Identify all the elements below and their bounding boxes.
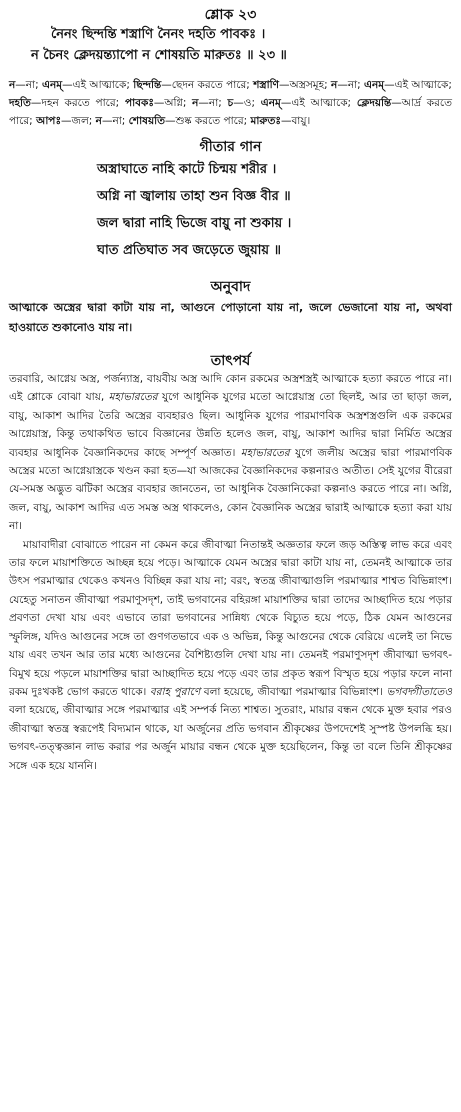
- synonym-term: ন: [331, 79, 338, 91]
- text-run: বলা হয়েছে, জীবাত্মা পরমাত্মার বিভিন্নাংশ।: [200, 685, 387, 698]
- synonym-term: এনম্: [41, 79, 63, 91]
- italic-title: মহাভারতের: [108, 391, 158, 404]
- synonym-meaning: না: [347, 79, 358, 91]
- verse-title: শ্লোক ২৩: [204, 7, 257, 23]
- synonym-meaning: আর্দ্র করতে পারে: [9, 97, 452, 127]
- synonym-term: এনম্: [364, 79, 385, 91]
- synonym-meaning: এই আত্মাকে: [72, 79, 127, 91]
- synonym-meaning: জল: [71, 115, 89, 127]
- purport-body: [9, 370, 452, 775]
- synonym-meaning: ও: [243, 97, 252, 109]
- verse-line: ন চৈনং ক্লেদয়ন্ত্যাপো ন শোষয়তি মারুতঃ ॥ ২৩ ॥: [31, 48, 287, 63]
- synonym-term: ন: [95, 115, 102, 127]
- text-run: তরবারি, আগ্নেয় অস্ত্র, পর্জন্যাস্ত্র, বায়বীয় অস্ত্র আদি কোন রকমের অস্ত্রশস্ত্রই আত্মাকে হত্যা করতে পারে না। এই শ্লোকে বোঝা যায়,: [9, 373, 452, 404]
- purport-paragraph: [9, 370, 452, 536]
- synonym-meaning: এই আত্মাকে: [291, 97, 348, 109]
- synonym-meaning: শুষ্ক করতে পারে: [175, 115, 244, 127]
- text-run: বলা হয়েছে, জীবাত্মার সঙ্গে পরমাত্মার এই সম্পর্ক নিত্য শাশ্বত। সুতরাং, মায়ার বন্ধন থেকে মুক্ত হবার পরও জীবাত্মা স্বতন্ত্র স্বরূপেই বিদ্যমান থাকে, যা অর্জুনের প্রতি ভগবান শ্রীকৃষ্ণের উপদেশেই সুস্পষ্ট উপলব্ধি হয়। ভগবৎ-তত্ত্বজ্ঞান লাভ করার পর অর্জুন মায়ার বন্ধন থেকে মুক্ত হয়েছিলেন, কিন্তু তা বলে তিনি শ্রীকৃষ্ণের সঙ্গে এক হয়ে যাননি।: [9, 704, 452, 772]
- song-line: অস্ত্রাঘাতে নাহি কাটে চিন্ময় শরীর ।: [97, 162, 277, 177]
- synonym-meaning: অস্ত্রসমূহ: [289, 79, 325, 91]
- translation-title: অনুবাদ: [210, 279, 251, 295]
- purport-paragraph: [9, 536, 452, 775]
- translation-text: আত্মাকে অস্ত্রের দ্বারা কাটা যায় না, আগুনে পোড়ানো যায় না, জলে ভেজানো যায় না, অথবা হাওয়াতে শুকানোও যায় না।: [9, 301, 452, 334]
- song-line: অগ্নি না জ্বালায় তাহা শুন বিজ্ঞ বীর ॥: [97, 189, 291, 204]
- synonym-meaning: দহন করতে পারে: [41, 97, 116, 109]
- synonym-term: এনম্: [260, 97, 281, 109]
- italic-title: মহাভারতের: [240, 446, 290, 459]
- synonym-term: চ: [227, 97, 234, 109]
- synonym-term: দহতি: [9, 97, 31, 109]
- synonym-meaning: বায়ু: [291, 115, 307, 127]
- synonym-meaning: না: [208, 97, 219, 109]
- text-run: যুগে আধুনিক যুগের মতো আগ্নেয়াস্ত্র তো ছিলই, আর তা ছাড়া জল, বায়ু, আকাশ আদির তৈরি অস্ত্রের ব্যবহারও ছিল। আধুনিক যুগের পারমাণবিক অস্ত্রশস্ত্রগুলি এক রকমের আগ্নেয়াস্ত্র, কিন্তু তথাকথিত ভাবে বিজ্ঞানের উন্নতি হলেও জল, বায়ু, আকাশ আদির দ্বারা নির্মিত অস্ত্রের ব্যবহার আধুনিক বৈজ্ঞানিকদের কাছে সম্পূর্ণ অজ্ঞাত।: [9, 391, 452, 459]
- song-line: ঘাত প্রতিঘাত সব জড়েতে জুয়ায় ॥: [97, 243, 281, 258]
- synonym-term: মারুতঃ: [250, 115, 281, 127]
- synonym-meaning: এই আত্মাকে: [394, 79, 449, 91]
- synonym-meaning: ছেদন করতে পারে: [171, 79, 247, 91]
- verse-line: নৈনং ছিন্দন্তি শস্ত্রাণি নৈনং দহতি পাবকঃ ।: [51, 27, 266, 42]
- purport-title: তাৎপর্য: [210, 353, 251, 369]
- synonym-term: ছিন্দন্তি: [133, 79, 162, 91]
- sanskrit-verse: [9, 24, 452, 66]
- song-verse: [9, 156, 452, 264]
- synonym-term: ন: [192, 97, 199, 109]
- synonym-meaning: অগ্নি: [164, 97, 183, 109]
- song-line: জল দ্বারা নাহি ভিজে বায়ু না শুকায় ।: [97, 216, 292, 231]
- italic-title: বরাহ পুরাণে: [149, 685, 201, 698]
- text-run: যুগে জলীয় অস্ত্রের দ্বারা পারমাণবিক অস্ত্রের মতো আগ্নেয়াস্ত্রকে খণ্ডন করা হত—যা আজকের বৈজ্ঞানিকদের কল্পনারও অতীত। সেই যুগের বীরেরা যে-সমস্ত অদ্ভুত ঝটিকা অস্ত্রের ব্যবহার জানতেন, তা আধুনিক বৈজ্ঞানিকেরা কল্পনাও করতে পারে না। অগ্নি, জল, বায়ু, আকাশ আদির এত সমস্ত অস্ত্র থাকলেও, কোন বৈজ্ঞানিক অস্ত্রের দ্বারাই আত্মাকে হত্যা করা যায় না।: [9, 446, 453, 533]
- song-title: গীতার গান: [199, 139, 262, 155]
- italic-title: ভগবদ্গীতাতেও: [386, 685, 452, 698]
- text-run: মায়াবাদীরা বোঝাতে পারেন না কেমন করে জীবাত্মা নিতান্তই অজ্ঞতার ফলে জড় অস্তিত্ব লাভ করে এবং তার ফলে মায়াশক্তিতে আচ্ছন্ন হয়ে পড়ে। আত্মাকে যেমন অস্ত্রের দ্বারা কাটা যায় না, তেমনই আত্মাকে তার উৎস পরমাত্মার থেকেও কখনও বিচ্ছিন্ন করা যায় না; বরং, স্বতন্ত্র জীবাত্মাগুলি পরমাত্মার শাশ্বত বিভিন্নাংশ। যেহেতু সনাতন জীবাত্মা পরমাণুসদৃশ, তাই ভগবানের বহিরঙ্গা মায়াশক্তির দ্বারা তাদের আচ্ছাদিত হয়ে পড়ার প্রবণতা দেখা যায় এবং এভাবে তারা ভগবানের সান্নিধ্য থেকে বিচ্যুত হয়ে পড়ে, ঠিক যেমন আগুনের স্ফুলিঙ্গ, যদিও আগুনের সঙ্গে তা গুণগতভাবে এক ও অভিন্ন, কিন্তু আগুনের থেকে বেরিয়ে এলেই তা নিভে যায় এবং তখন আর তার মধ্যে আগুনের বৈশিষ্ট্যগুলি দেখা যায় না। তেমনই পরমাণুসদৃশ জীবাত্মা ভগবৎ-বিমুখ হয়ে পড়লে মায়াশক্তির দ্বারা আচ্ছাদিত হয়ে পড়ে এবং তার প্রকৃত স্বরূপ বিস্মৃত হয়ে পড়ার ফলে নানা রকম দুঃখকষ্ট ভোগ করতে থাকে।: [9, 538, 452, 698]
- synonym-meaning: না: [112, 115, 122, 127]
- synonym-term: ক্লেদয়ন্তি: [356, 97, 392, 109]
- synonym-term: শস্ত্রাণি: [253, 79, 280, 91]
- synonym-term: শোষয়তি: [128, 115, 166, 127]
- synonym-term: পাবকঃ: [124, 97, 154, 109]
- synonym-meaning: না: [25, 79, 36, 91]
- synonym-term: ন: [9, 79, 16, 91]
- word-synonyms: ন—না; এনম্—এই আত্মাকে; ছিন্দন্তি—ছেদন করতে পারে; শস্ত্রাণি—অস্ত্রসমূহ; ন—না; এনম্—এই আত্মাকে; দহতি—দহন করতে পারে; পাবকঃ—অগ্নি; ন—না; চ—ও; এনম্—এই আত্মাকে; ক্লেদয়ন্তি—আর্দ্র করতে পারে; আপঃ—জল; ন—না; শোষয়তি—শুষ্ক করতে পারে; মারুতঃ—বায়ু।: [9, 79, 452, 127]
- synonym-term: আপঃ: [36, 115, 62, 127]
